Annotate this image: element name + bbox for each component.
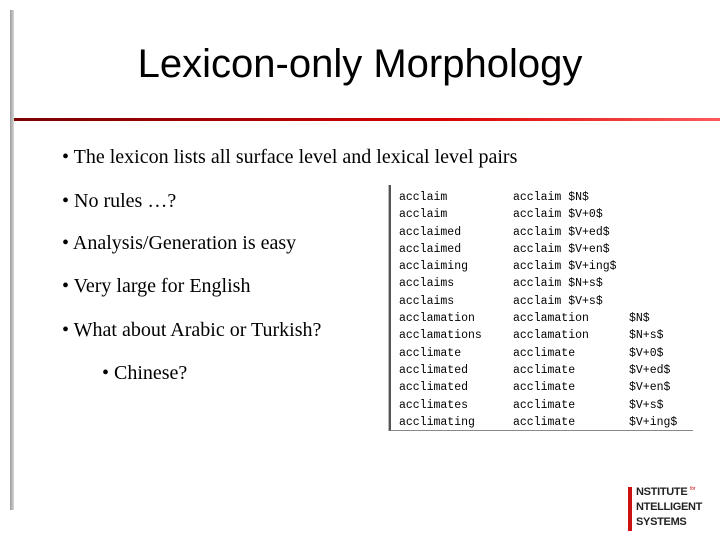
lexicon-entry: acclimated: [399, 381, 469, 395]
lexicon-entry: [629, 206, 677, 223]
lexicon-entry: acclaim: [399, 208, 448, 222]
lexicon-entry: acclamation: [513, 312, 589, 326]
surface-column: [399, 189, 482, 431]
lexicon-entry: $V+s$: [629, 398, 664, 412]
lexicon-entry: acclaim $V+ing$: [513, 260, 617, 274]
lexicon-entry: acclamation: [513, 329, 589, 343]
lexicon-entry: [629, 189, 677, 206]
sub-bullet-chinese: • Chinese?: [102, 362, 188, 384]
logo-line-institute: [636, 486, 695, 498]
lexicon-entry: acclaimed: [399, 225, 462, 239]
bullet-no-rules: • No rules …?: [62, 190, 177, 212]
logo-text-institute: NSTITUTE: [636, 486, 688, 498]
lexicon-entry: $N$: [629, 312, 650, 326]
institute-logo: [628, 484, 718, 536]
bullet-lexicon-pairs: • The lexicon lists all surface level and lexical level pairs: [62, 146, 518, 168]
lexicon-entry: acclimated: [399, 363, 469, 377]
lexicon-entry: acclamation: [399, 312, 475, 326]
lexicon-entry: acclimate: [513, 415, 576, 429]
lexicon-entry: [629, 241, 677, 258]
logo-text-for: for: [690, 486, 696, 492]
lexicon-entry: $V+en$: [629, 381, 671, 395]
lexicon-entry: acclimating: [399, 415, 475, 429]
lexicon-entry: acclamations: [399, 329, 482, 343]
lexicon-table: [389, 185, 693, 431]
lexicon-entry: [629, 293, 677, 310]
lexicon-entry: acclaiming: [399, 260, 469, 274]
lexicon-entry: acclimate: [513, 398, 576, 412]
bullet-arabic-turkish: • What about Arabic or Turkish?: [62, 319, 322, 341]
bullet-large-english: • Very large for English: [62, 275, 251, 297]
lexicon-entry: acclaim $V+en$: [513, 242, 610, 256]
lexicon-entry: acclaim $N$: [513, 191, 589, 204]
slide-title: Lexicon-only Morphology: [137, 42, 583, 86]
lexicon-entry: acclimates: [399, 398, 469, 412]
lexicon-entry: acclimate: [399, 346, 462, 360]
lexicon-entry: [629, 224, 677, 241]
lexicon-entry: acclaim $V+ed$: [513, 225, 610, 239]
lexicon-entry: $V+ing$: [629, 415, 678, 429]
lexicon-entry: acclimate: [513, 363, 576, 377]
lexicon-entry: [629, 258, 677, 275]
lexicon-entry: acclaimed: [399, 242, 462, 256]
lexicon-entry: acclaim $N+s$: [513, 277, 603, 291]
lexicon-entry: acclaims: [399, 277, 455, 291]
lexicon-entry: acclaims: [399, 294, 455, 308]
lexicon-entry: acclaim $V+s$: [513, 294, 603, 308]
bullet-analysis-generation: • Analysis/Generation is easy: [62, 232, 297, 254]
lexical-column: [513, 189, 617, 431]
lexicon-entry: acclaim: [399, 191, 448, 204]
title-underline-rule: [14, 118, 720, 121]
logo-red-bar: [628, 487, 632, 531]
lexical-tag-column: [629, 189, 677, 431]
lexicon-entry: $V+0$: [629, 346, 664, 360]
logo-line-systems: SYSTEMS: [636, 516, 687, 528]
logo-line-intelligent: NTELLIGENT: [636, 501, 703, 513]
lexicon-entry: [629, 275, 677, 292]
lexicon-entry: acclimate: [513, 346, 576, 360]
lexicon-entry: $V+ed$: [629, 363, 671, 377]
lexicon-entry: $N+s$: [629, 329, 664, 343]
lexicon-entry: acclimate: [513, 381, 576, 395]
lexicon-entry: acclaim $V+0$: [513, 208, 603, 222]
